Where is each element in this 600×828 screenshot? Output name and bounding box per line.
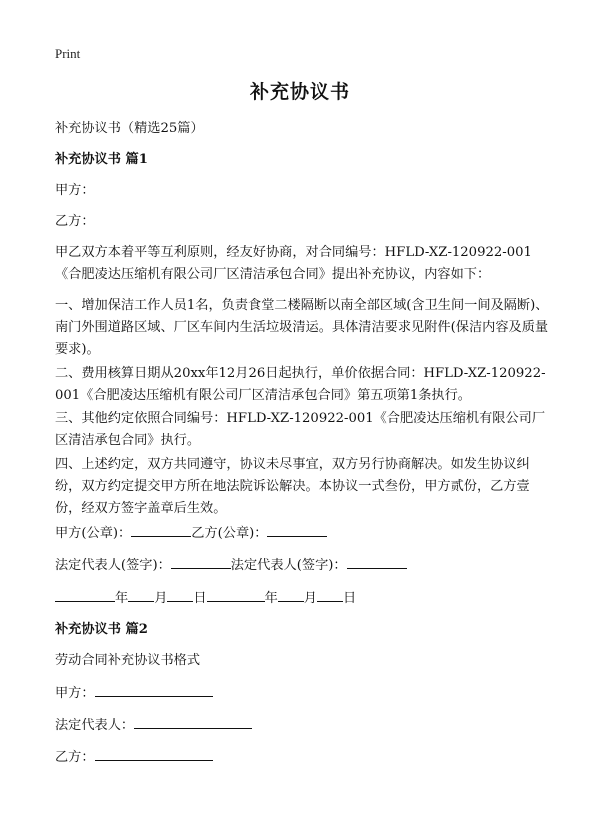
article2-party-b: 乙方： bbox=[55, 750, 95, 765]
article2-heading: 补充协议书 篇2 bbox=[55, 622, 148, 637]
seal-b-blank bbox=[267, 522, 327, 537]
seal-b-label: 乙方(公章)： bbox=[191, 526, 268, 541]
article2-party-b-line bbox=[55, 746, 555, 769]
date2-year-blank bbox=[207, 587, 265, 602]
date-line bbox=[55, 587, 555, 610]
rep-a-label: 法定代表人(签字)： bbox=[55, 558, 171, 573]
article1-item4: 四、上述约定，双方共同遵守，协议未尽事宜，双方另行协商解决。如发生协议纠纷，双方约定提交甲方所在地法院诉讼解决。本协议一式叁份，甲方贰份，乙方壹份，经双方签字盖章后生效。 bbox=[55, 457, 530, 516]
date1-day: 日 bbox=[193, 591, 207, 606]
date1-month-blank bbox=[128, 587, 154, 602]
print-label: Print bbox=[55, 46, 81, 61]
date1-month: 月 bbox=[154, 591, 168, 606]
rep-b-blank bbox=[347, 554, 407, 569]
date2-month-blank bbox=[278, 587, 304, 602]
article1-intro: 甲乙双方本着平等互利原则，经友好协商，对合同编号：HFLD-XZ-120922-001《合肥凌达压缩机有限公司厂区清洁承包合同》提出补充协议，内容如下： bbox=[55, 245, 532, 282]
rep-line bbox=[55, 554, 555, 577]
date1-year-blank bbox=[55, 587, 115, 602]
article2-party-a-blank bbox=[95, 682, 213, 697]
date1-day-blank bbox=[167, 587, 193, 602]
article1-item2: 二、费用核算日期从20xx年12月26日起执行，单价依据合同：HFLD-XZ-120922-001《合肥凌达压缩机有限公司厂区清洁承包合同》第五项第1条执行。 bbox=[55, 366, 546, 403]
article2-party-b-blank bbox=[95, 746, 213, 761]
article2-party-a: 甲方： bbox=[55, 686, 95, 701]
rep-b-label: 法定代表人(签字)： bbox=[230, 558, 347, 573]
seal-a-label: 甲方(公章)： bbox=[55, 526, 132, 541]
document-subtitle: 补充协议书（精选25篇） bbox=[55, 121, 204, 136]
article2-legal-rep-line bbox=[55, 714, 555, 737]
article1-item1: 一、增加保洁工作人员1名，负责食堂二楼隔断以南全部区域(含卫生间一间及隔断)、南门外围道路区域、厂区车间内生活垃圾清运。具体清洁要求见附件(保洁内容及质量要求)。 bbox=[55, 298, 549, 357]
article2-subheading: 劳动合同补充协议书格式 bbox=[55, 653, 201, 668]
article2-party-a-line bbox=[55, 682, 555, 705]
article2-legal-rep-blank bbox=[134, 714, 252, 729]
date2-day-blank bbox=[317, 587, 343, 602]
date1-year: 年 bbox=[115, 591, 129, 606]
article1-heading: 补充协议书 篇1 bbox=[55, 152, 148, 167]
article1-party-b: 乙方： bbox=[55, 214, 95, 229]
date2-year: 年 bbox=[264, 591, 278, 606]
article2-legal-rep: 法定代表人： bbox=[55, 718, 135, 733]
seal-a-blank bbox=[131, 522, 191, 537]
date2-month: 月 bbox=[303, 591, 317, 606]
rep-a-blank bbox=[171, 554, 231, 569]
article1-party-a: 甲方： bbox=[55, 183, 95, 198]
article1-item3: 三、其他约定依照合同编号：HFLD-XZ-120922-001《合肥凌达压缩机有限公司厂区清洁承包合同》执行。 bbox=[55, 411, 546, 448]
date2-day: 日 bbox=[342, 591, 357, 606]
document-title: 补充协议书 bbox=[249, 81, 350, 103]
seal-line bbox=[55, 522, 555, 545]
